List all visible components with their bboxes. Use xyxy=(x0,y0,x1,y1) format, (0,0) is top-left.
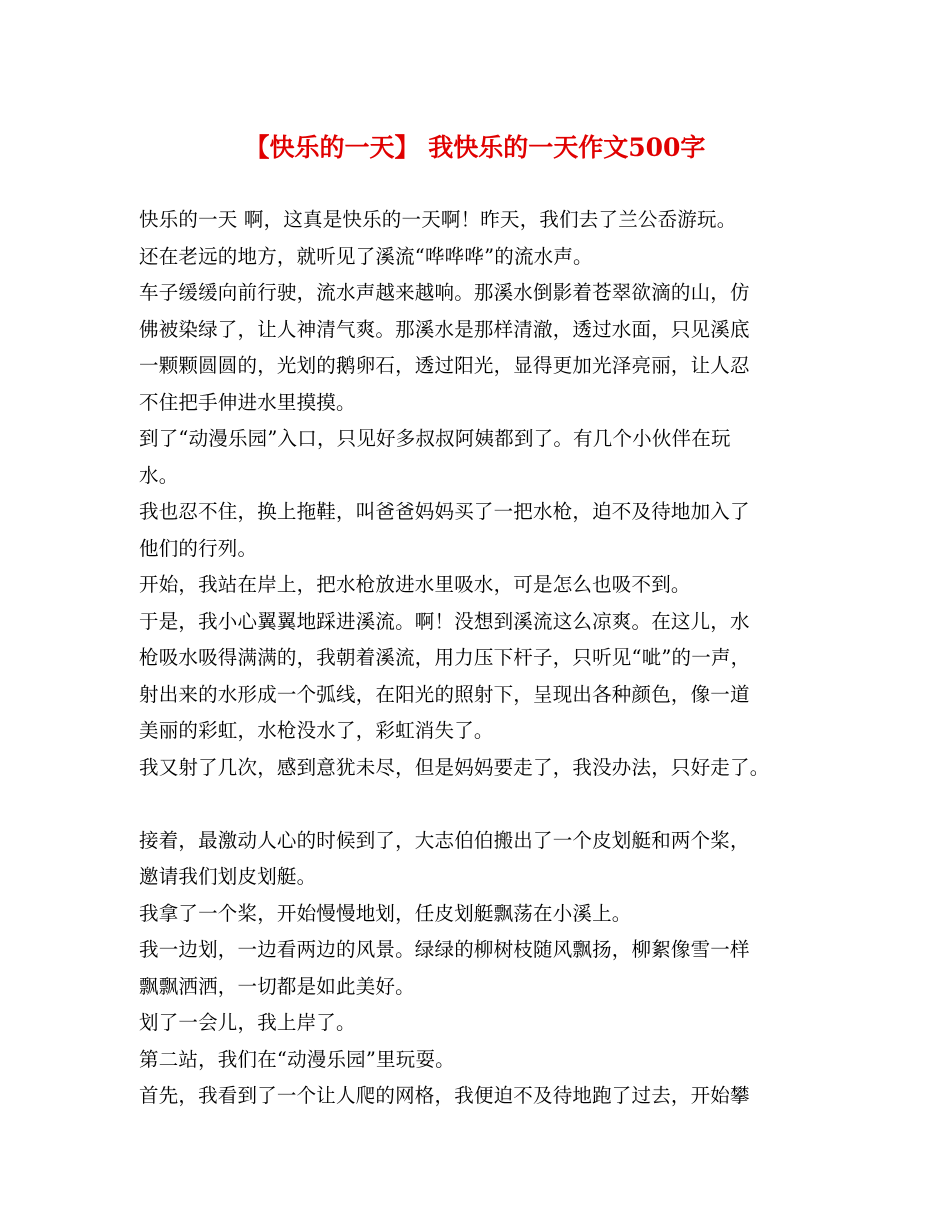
text-line: 美丽的彩虹，水枪没水了，彩虹消失了。 xyxy=(139,719,494,742)
text-line: 飘飘洒洒，一切都是如此美好。 xyxy=(139,974,415,998)
document-title: 【快乐的一天】 我快乐的一天作文500字 xyxy=(244,133,706,162)
text-line: 枪吸水吸得满满的，我朝着溪流，用力压下杆子，只听见“呲”的一声， xyxy=(139,646,751,669)
text-line: 车子缓缓向前行驶，流水声越来越响。那溪水倒影着苍翠欲滴的山，仿 xyxy=(139,281,750,304)
text-line: 佛被染绿了，让人神清气爽。那溪水是那样清澈，透过水面，只见溪底 xyxy=(139,317,750,341)
text-line: 我又射了几次，感到意犹未尽，但是妈妈要走了，我没办法，只好走了。 xyxy=(139,755,770,779)
text-line: 首先，我看到了一个让人爬的网格，我便迫不及待地跑了过去，开始攀 xyxy=(139,1084,750,1107)
text-line: 于是，我小心翼翼地踩进溪流。啊！没想到溪流这么凉爽。在这儿，水 xyxy=(139,609,750,633)
text-line: 不住把手伸进水里摸摸。 xyxy=(139,390,356,414)
text-line: 邀请我们划皮划艇。 xyxy=(139,865,317,888)
blank-line xyxy=(139,786,829,823)
document-body xyxy=(139,202,829,1115)
text-line: 一颗颗圆圆的，光划的鹅卵石，透过阳光，显得更加光泽亮丽，让人忍 xyxy=(139,354,750,377)
text-line: 接着，最激动人心的时候到了，大志伯伯搬出了一个皮划艇和两个桨， xyxy=(139,828,750,852)
text-line: 还在老远的地方，就听见了溪流“哗哗哗”的流水声。 xyxy=(139,244,593,268)
text-line: 水。 xyxy=(139,463,179,487)
text-line: 我拿了一个桨，开始慢慢地划，任皮划艇飘荡在小溪上。 xyxy=(139,901,632,925)
text-line: 快乐的一天 啊，这真是快乐的一天啊！昨天，我们去了兰公岙游玩。 xyxy=(139,208,737,231)
text-line: 开始，我站在岸上，把水枪放进水里吸水，可是怎么也吸不到。 xyxy=(139,573,691,596)
text-line: 第二站，我们在“动漫乐园”里玩耍。 xyxy=(139,1047,455,1071)
text-line: 我一边划，一边看两边的风景。绿绿的柳树枝随风飘扬，柳絮像雪一样 xyxy=(139,938,750,961)
text-line: 我也忍不住，换上拖鞋，叫爸爸妈妈买了一把水枪，迫不及待地加入了 xyxy=(139,500,750,523)
text-line: 他们的行列。 xyxy=(139,536,258,560)
text-line: 划了一会儿，我上岸了。 xyxy=(139,1011,356,1034)
text-line: 到了“动漫乐园”入口，只见好多叔叔阿姨都到了。有几个小伙伴在玩 xyxy=(139,427,731,450)
text-line: 射出来的水形成一个弧线，在阳光的照射下，呈现出各种颜色，像一道 xyxy=(139,682,750,706)
